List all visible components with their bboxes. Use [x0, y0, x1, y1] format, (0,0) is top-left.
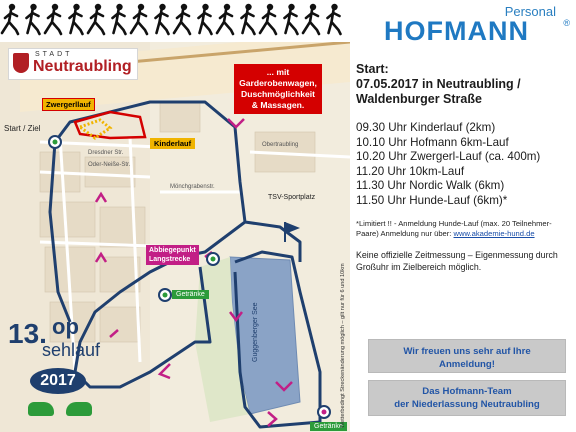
city-crest — [13, 53, 29, 73]
street-ober: Obertraubling — [262, 142, 299, 148]
shoe-right-icon — [66, 402, 92, 416]
hofmann-logo — [380, 4, 570, 50]
promo-text: ... mit Garderobenwagen, Duschmöglichkeit & Massagen. — [239, 67, 317, 110]
welcome-box — [368, 339, 566, 373]
runner-icon — [27, 4, 40, 34]
fine-print-text: *Limitiert !! - Anmeldung Hunde-Lauf (max. 20 Teilnehmer-Paare) Anmeldung nur über: — [356, 218, 552, 238]
team-line2: der Niederlassung Neutraubling — [394, 399, 540, 410]
runner-icon — [45, 4, 61, 34]
runner-icon — [260, 4, 276, 34]
runner-icon — [199, 4, 212, 34]
event-year: 2017 — [40, 372, 76, 389]
route-side-note: Wetterbedingt Streckenänderung möglich – gilt nur für 6 und 10km — [340, 263, 346, 428]
welcome-line2: Anmeldung! — [439, 359, 495, 370]
event-year-badge — [30, 368, 86, 394]
start-label: Start: — [356, 62, 389, 76]
logo-personal: Personal — [504, 4, 556, 19]
event-op: op — [52, 314, 79, 339]
abbiegepunkt-line2: Langstrecke — [149, 256, 191, 263]
event-number: 13. — [8, 318, 47, 349]
runner-icon — [113, 4, 126, 34]
runner-icon — [174, 4, 190, 34]
schedule-item: 11.20 Uhr 10km-Lauf — [356, 164, 465, 178]
logo-registered: ® — [563, 18, 570, 28]
schedule-item: 10.20 Uhr Zwergerl-Lauf (ca. 400m) — [356, 150, 541, 164]
runner-icon — [131, 4, 147, 34]
runner-icon — [88, 4, 104, 34]
runner-icon — [2, 4, 18, 34]
no-timing-note: Keine offizielle Zeitmessung – Eigenmessung durch Großuhr im Zielbereich möglich. — [356, 249, 558, 273]
runner-icon — [156, 4, 169, 34]
city-name: Neutraubling — [33, 58, 132, 75]
runners-banner — [0, 0, 350, 38]
fine-print — [356, 219, 574, 239]
getraenke-label-2: Getränke — [310, 422, 347, 431]
tsv-label: TSV-Sportplatz — [268, 194, 316, 201]
start-location: Waldenburger Straße — [356, 92, 482, 106]
runner-icon — [328, 4, 341, 34]
city-stadt: STADT — [35, 51, 73, 58]
street-moench: Mönchgrabenstr. — [170, 184, 215, 190]
info-panel — [354, 0, 576, 432]
runner-icon — [285, 4, 298, 34]
schedule-item: 11.50 Uhr Hunde-Lauf (6km)* — [356, 193, 508, 207]
runner-icon — [242, 4, 255, 34]
welcome-line1: Wir freuen uns sehr auf Ihre — [403, 346, 531, 357]
runner-icon — [303, 4, 319, 34]
abbiegepunkt-line1: Abbiegepunkt — [149, 247, 196, 254]
lake-label: Guggenberger See — [252, 302, 259, 362]
getraenke-label-1: Getränke — [172, 290, 209, 299]
team-line1: Das Hofmann-Team — [422, 386, 512, 397]
schedule-item: 10.10 Uhr Hofmann 6km-Lauf — [356, 135, 509, 149]
street-oder: Oder-Neiße-Str. — [88, 162, 131, 168]
event-name: sehlauf — [42, 340, 101, 360]
promo-box — [234, 64, 322, 114]
abbiegepunkt-label — [146, 245, 199, 265]
runner-icon — [217, 4, 233, 34]
city-logo — [8, 48, 138, 80]
schedule-item: 09.30 Uhr Kinderlauf (2km) — [356, 121, 496, 134]
kinderlauf-label: Kinderlauf — [150, 138, 195, 149]
route-map — [0, 42, 350, 432]
logo-name: HOFMANN — [384, 16, 529, 46]
start-date: 07.05.2017 in Neutraubling / — [356, 77, 521, 91]
start-ziel-label: Start / Ziel — [4, 124, 41, 133]
zwergerllauf-label: Zwergerllauf — [42, 98, 95, 111]
akademie-hund-link[interactable]: www.akademie-hund.de — [453, 228, 535, 238]
runner-icon — [70, 4, 83, 34]
event-logo — [8, 314, 106, 428]
schedule-item: 11.30 Uhr Nordic Walk (6km) — [356, 179, 505, 193]
team-box — [368, 380, 566, 416]
shoe-left-icon — [28, 402, 54, 416]
schedule-list — [356, 121, 574, 209]
event-info — [356, 62, 574, 274]
street-dresdner: Dresdner Str. — [88, 150, 124, 156]
